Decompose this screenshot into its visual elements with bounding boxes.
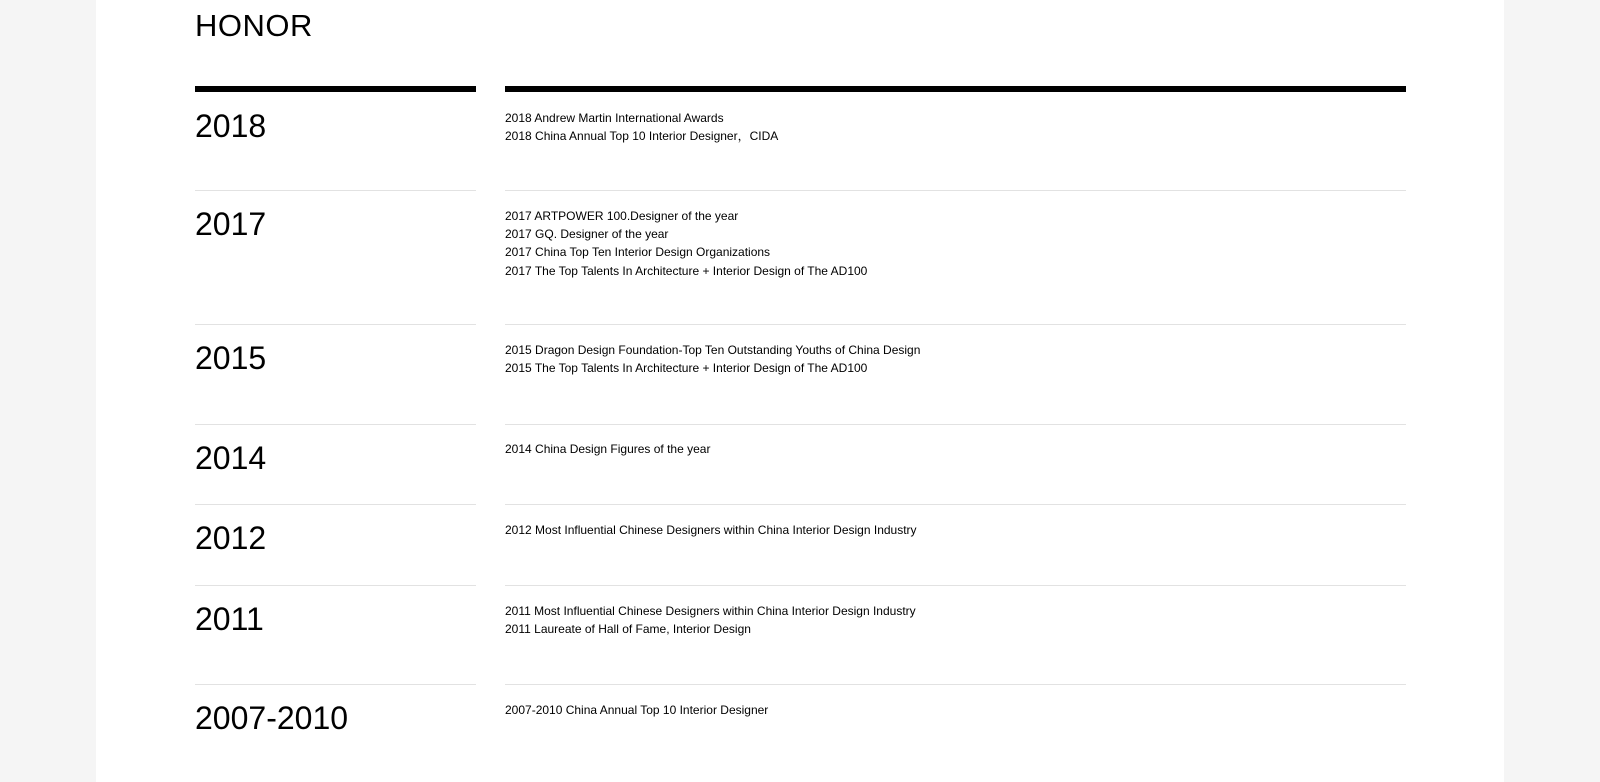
award-item: 2018 Andrew Martin International Awards <box>505 111 724 125</box>
section-divider <box>505 585 1406 586</box>
award-item: 2017 The Top Talents In Architecture + Interior Design of The AD100 <box>505 263 868 278</box>
award-item: 2007-2010 China Annual Top 10 Interior Designer <box>505 703 769 717</box>
section-divider <box>195 324 476 325</box>
year-label: 2014 <box>195 440 267 476</box>
award-list <box>505 521 917 539</box>
awards-column-header-rule <box>505 86 1406 92</box>
year-label: 2017 <box>195 206 267 242</box>
award-list <box>505 207 867 280</box>
award-item: 2011 Laureate of Hall of Fame, Interior Design <box>505 622 751 637</box>
award-item: 2014 China Design Figures of the year <box>505 442 711 456</box>
award-list <box>505 602 916 638</box>
section-divider <box>505 424 1406 425</box>
section-divider <box>195 424 476 425</box>
section-divider <box>195 504 476 505</box>
content-panel <box>96 0 1504 782</box>
award-item: 2017 China Top Ten Interior Design Organizations <box>505 245 771 260</box>
year-label: 2012 <box>195 520 267 556</box>
section-divider <box>195 684 476 685</box>
section-divider <box>505 504 1406 505</box>
section-divider <box>505 684 1406 685</box>
section-divider <box>505 324 1406 325</box>
award-item: 2017 ARTPOWER 100.Designer of the year <box>505 209 739 223</box>
year-label: 2018 <box>195 108 267 144</box>
award-list <box>505 341 920 377</box>
page-title: HONOR <box>195 8 313 43</box>
section-divider <box>505 190 1406 191</box>
year-label: 2011 <box>195 601 264 637</box>
year-label: 2007-2010 <box>195 700 349 736</box>
year-column-header-rule <box>195 86 476 92</box>
award-item: 2015 Dragon Design Foundation-Top Ten Outstanding Youths of China Design <box>505 343 921 357</box>
section-divider <box>195 585 476 586</box>
year-label: 2015 <box>195 340 267 376</box>
award-item: 2018 China Annual Top 10 Interior Designer，CIDA <box>505 129 779 144</box>
award-item: 2011 Most Influential Chinese Designers within China Interior Design Industry <box>505 604 916 618</box>
award-item: 2017 GQ. Designer of the year <box>505 227 669 242</box>
award-list <box>505 701 768 719</box>
award-list <box>505 109 778 145</box>
award-list <box>505 440 710 458</box>
award-item: 2012 Most Influential Chinese Designers within China Interior Design Industry <box>505 523 917 537</box>
award-item: 2015 The Top Talents In Architecture + Interior Design of The AD100 <box>505 361 868 376</box>
section-divider <box>195 190 476 191</box>
